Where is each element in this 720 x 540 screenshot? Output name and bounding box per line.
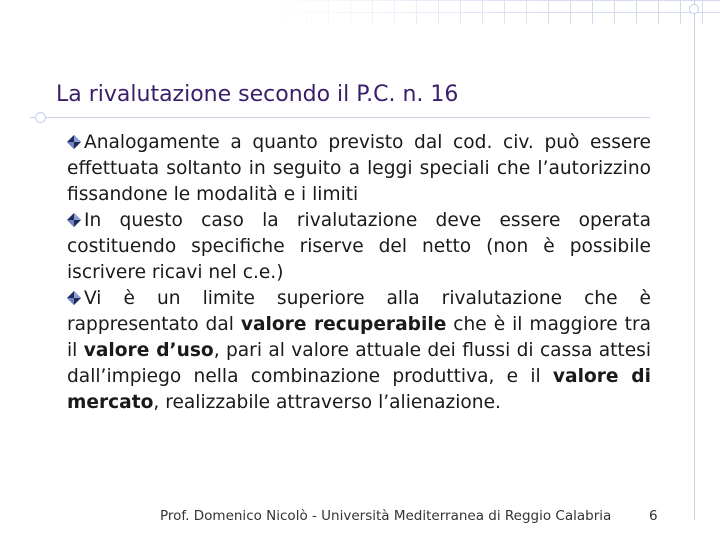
slide-body [67,130,651,416]
vertical-rule-cap [689,4,699,14]
bullet-paragraph-2 [67,208,651,286]
slide-title: La rivalutazione secondo il P.C. n. 16 [56,82,459,107]
bullet-text-2: In questo caso la rivalutazione deve essere operata costituendo specifiche riserve del netto (non è possibile iscrivere ricavi nel c.e.) [67,210,651,283]
bullet-paragraph-1 [67,130,651,208]
page-number: 6 [649,508,658,524]
bullet-text-1: Analogamente a quanto previsto dal cod. civ. può essere effettuata soltanto in seguito a leggi speciali che l’autorizzino fissandone le modalità e i limiti [67,132,651,205]
diamond-bullet-icon [67,291,81,305]
bullet-text-3d: , realizzabile attraverso l’alienazione. [153,392,501,413]
bold-term-valore-uso: valore d’uso [83,340,214,361]
bullet-paragraph-3 [67,286,651,416]
bold-term-valore-recuperabile: valore recuperabile [240,314,447,335]
footer-text: Prof. Domenico Nicolò - Università Mediterranea di Reggio Calabria [160,508,612,524]
title-underline-rule [30,117,650,118]
bullet-text-3b: che è il maggiore tra il [67,314,651,361]
diamond-bullet-icon [67,213,81,227]
bullet-text-3c: , pari al valore attuale dei flussi di cassa attesi dall’impiego nella combinazione produttiva, e il [67,340,651,387]
diamond-bullet-icon [67,135,81,149]
vertical-rule [694,0,695,520]
bullet-text-3a: Vi è un limite superiore alla rivalutazione che è rappresentato dal [67,288,651,335]
corner-grid-decoration [262,0,720,24]
bold-term-valore-mercato: valore di mercato [67,366,651,413]
title-underline-cap [35,112,46,123]
